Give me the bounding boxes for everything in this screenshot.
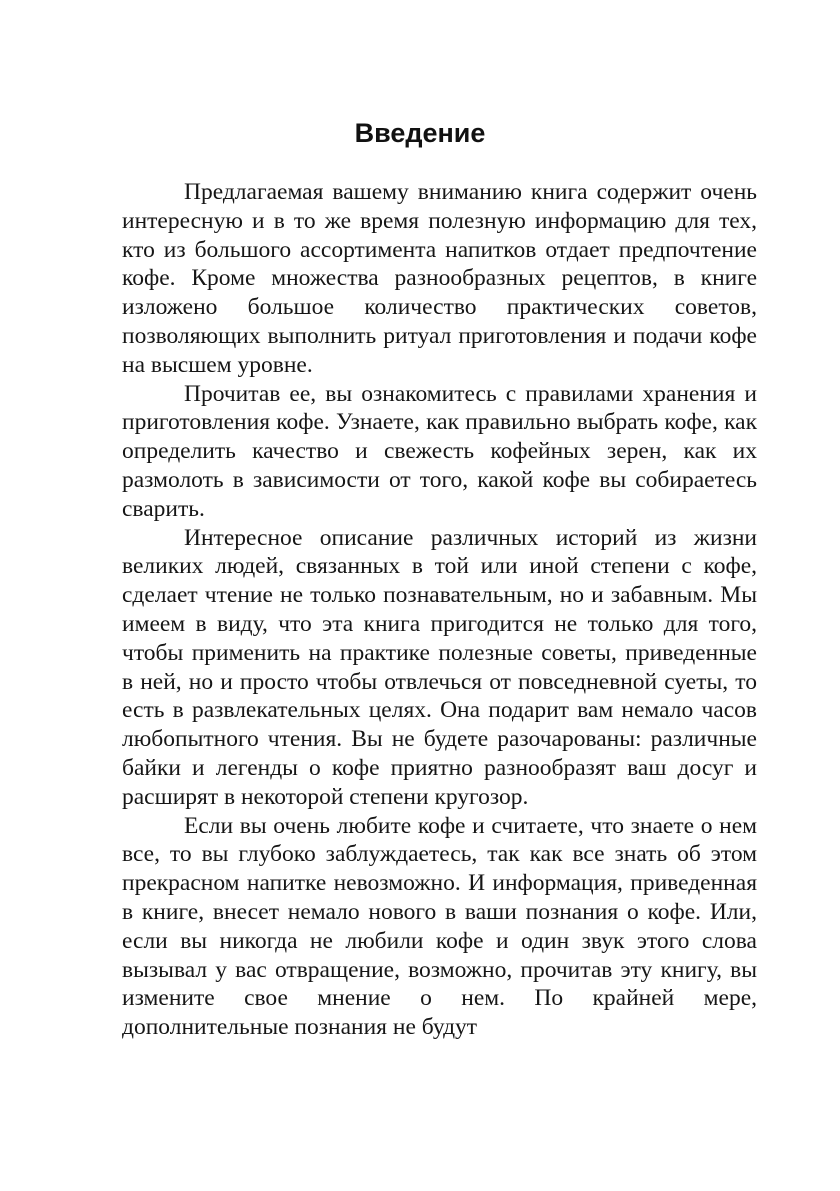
paragraph-1: Предлагаемая вашему вниманию книга содержит очень интересную и в то же время полезную информацию для тех, кто из большого ассортимента напитков отдает предпочтение кофе. Кроме множества разнообразных рецептов, в книге изложено большое количество практических советов, позволяющих выполнить ритуал приготовления и подачи кофе на высшем уровне. (122, 179, 757, 378)
body-text (122, 178, 757, 1042)
paragraph-4: Если вы очень любите кофе и считаете, что знаете о нем все, то вы глубоко заблуждаетесь, так как все знать об этом прекрасном напитке невозможно. И информация, приведенная в книге, внесет немало нового в ваши познания о кофе. Или, если вы никогда не любили кофе и один звук этого слова вызывал у вас отвращение, возможно, прочитав эту книгу, вы измените свое мнение о нем. По крайней мере, дополнительные познания не будут (122, 812, 757, 1041)
paragraph-3: Интересное описание различных историй из жизни великих людей, связанных в той или иной степени с кофе, сделает чтение не только познавательным, но и забавным. Мы имеем в виду, что эта книга пригодится не только для того, чтобы применить на практике полезные советы, приведенные в ней, но и просто чтобы отвлечься от повседневной суеты, то есть в развлекательных целях. Она подарит вам немало часов любопытного чтения. Вы не будете разочарованы: различные байки и легенды о кофе приятно разнообразят ваш досуг и расширят в некоторой степени кругозор. (122, 524, 757, 810)
chapter-title: Введение (354, 118, 486, 148)
paragraph-2: Прочитав ее, вы ознакомитесь с правилами хранения и приготовления кофе. Узнаете, как правильно выбрать кофе, как определить качество и свежесть кофейных зерен, как их размолоть в зависимости от того, какой кофе вы собираетесь сварить. (122, 380, 757, 522)
